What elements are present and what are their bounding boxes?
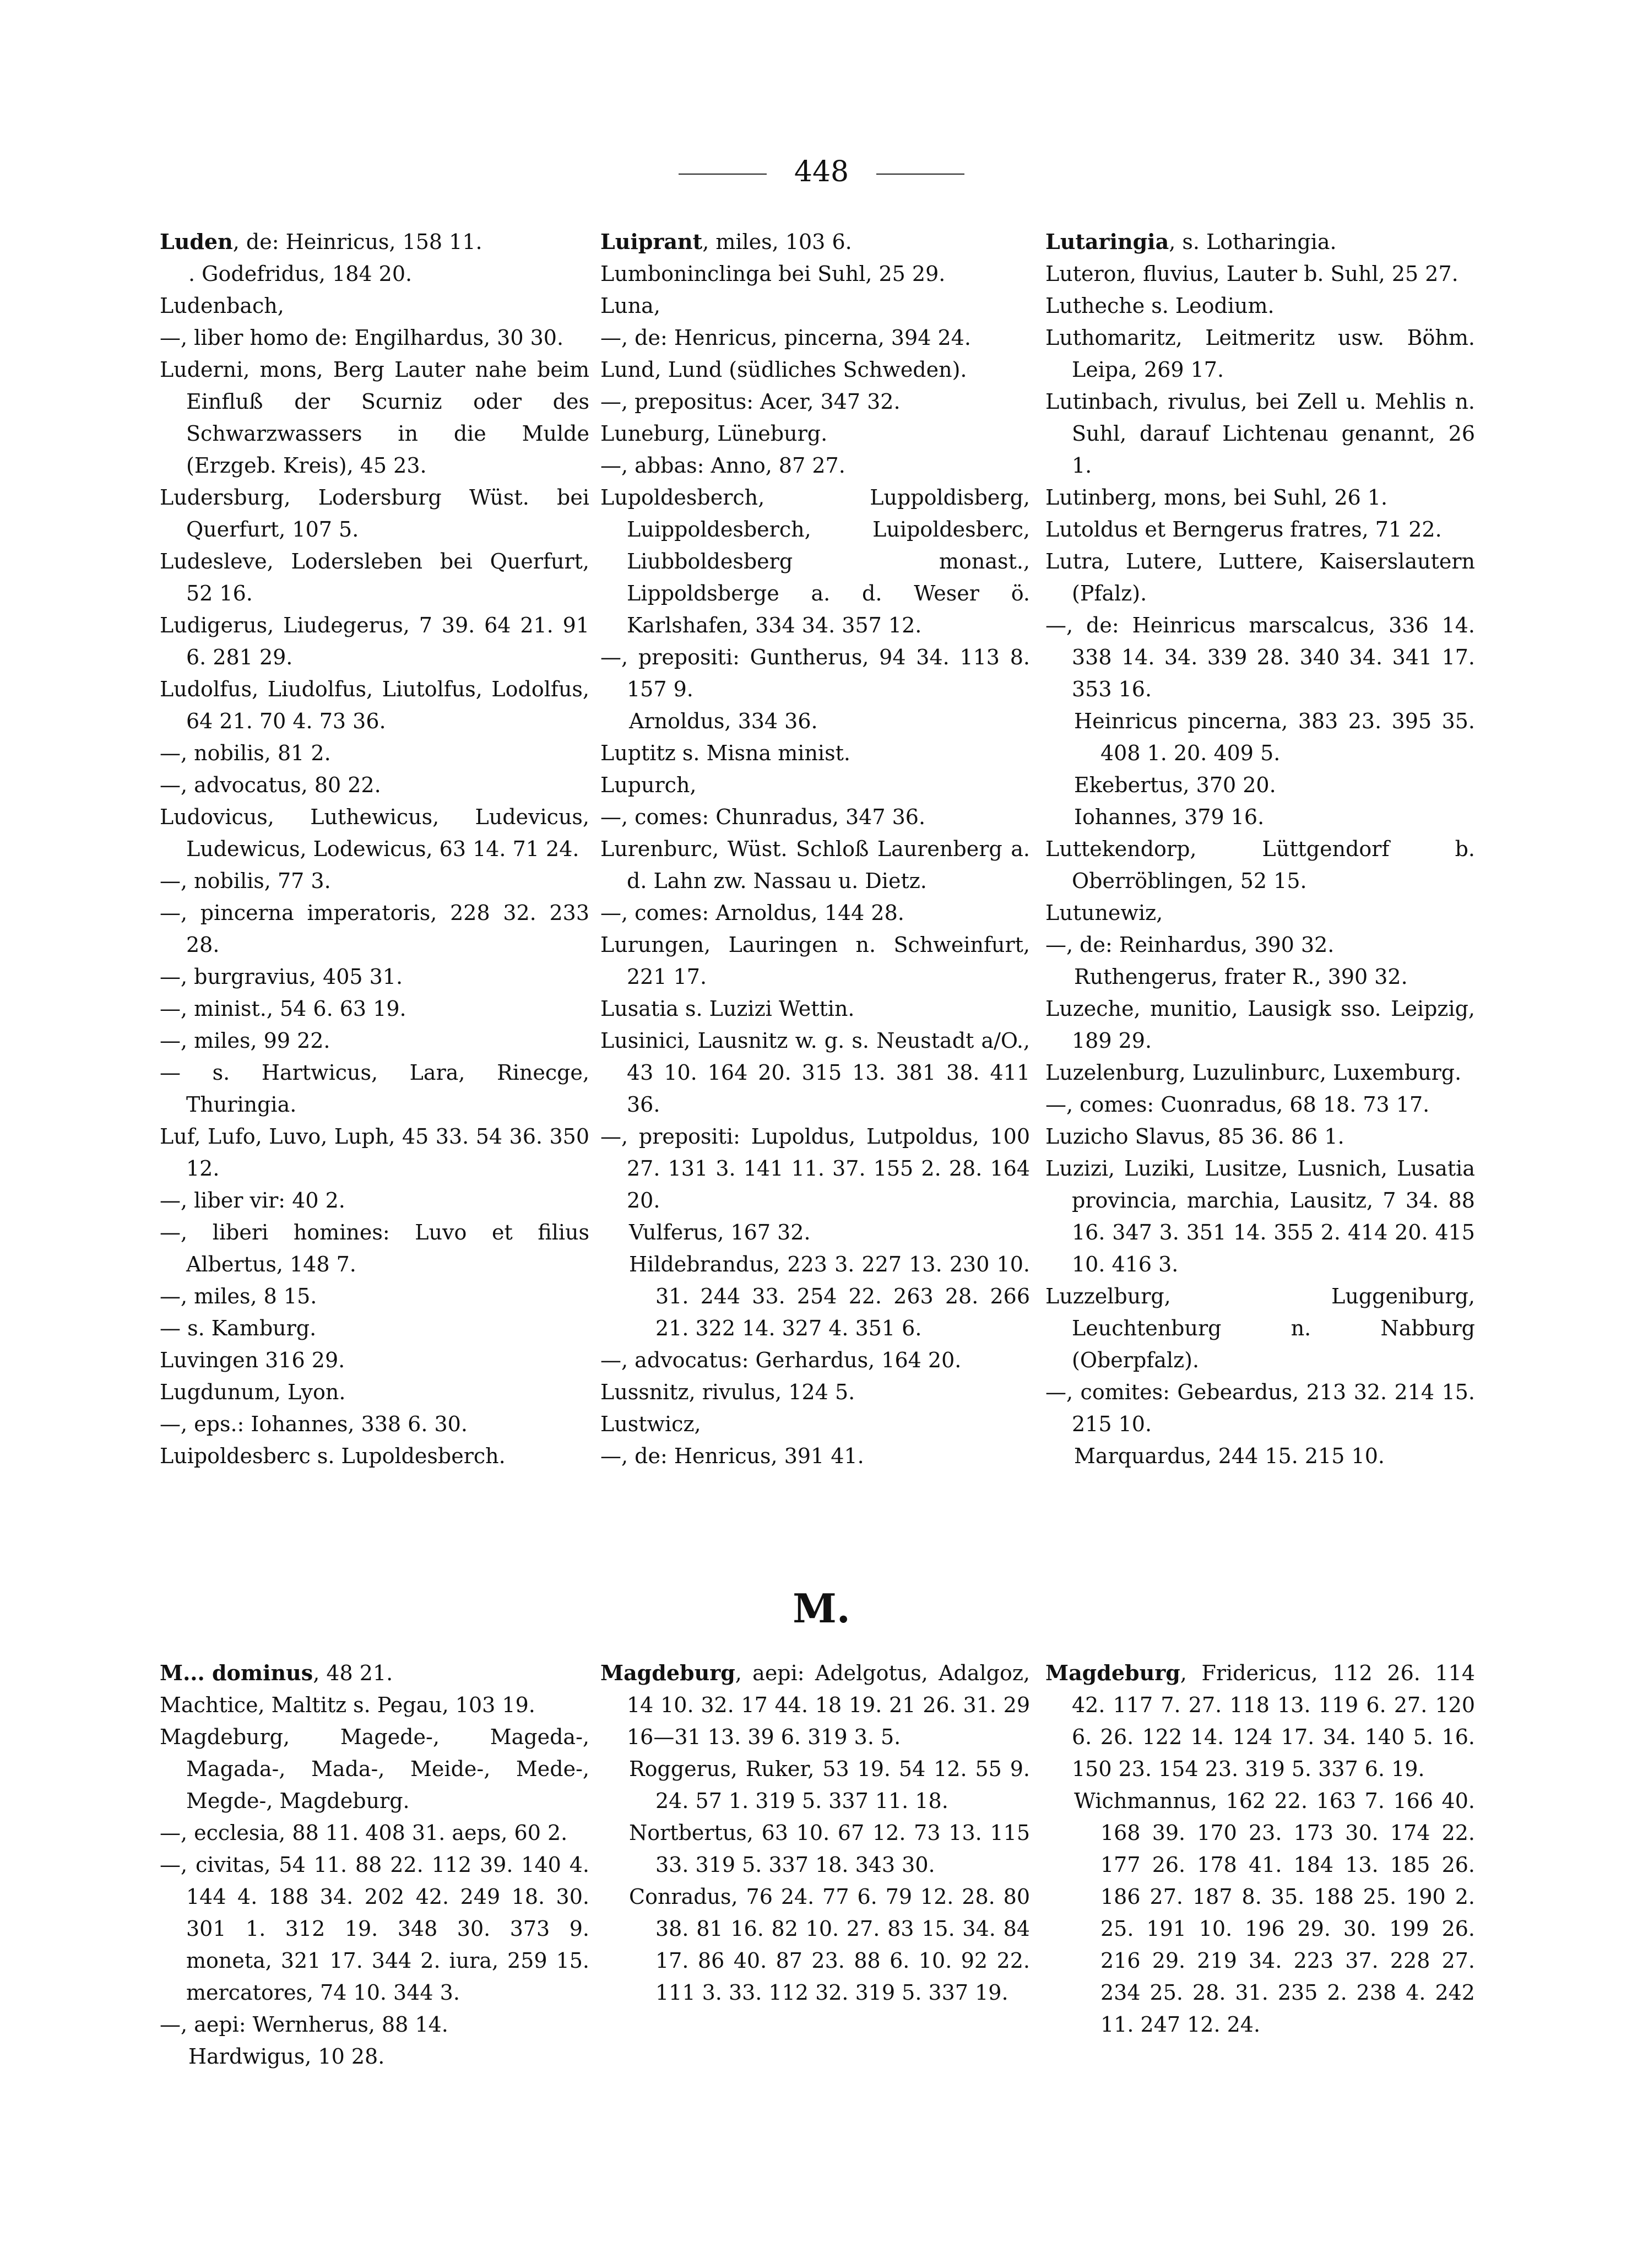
index-entry: —, prepositi: Guntherus, 94 34. 113 8. 157 9.	[600, 645, 1030, 701]
index-entry: Luf, Lufo, Luvo, Luph, 45 33. 54 36. 350 12.	[160, 1124, 589, 1181]
index-entry: Luderni, mons, Berg Lauter nahe beim Einfluß der Scurniz oder des Schwarzwassers in die Mulde (Erzgeb. Kreis), 45 23.	[160, 358, 589, 478]
index-entry: Magdeburg, Magede-, Mageda-, Magada-, Mada-, Meide-, Mede-, Megde-, Magdeburg.	[160, 1725, 589, 1813]
index-entry: Luden, de: Heinricus, 158 11.	[160, 229, 482, 254]
index-entry: Luna,	[600, 294, 660, 318]
bottom-column-1	[160, 1657, 589, 2072]
index-entry: Ludenbach,	[160, 294, 284, 318]
rule-left	[679, 174, 767, 175]
index-entry: Luteron, fluvius, Lauter b. Suhl, 25 27.	[1045, 262, 1458, 286]
index-entry: —, civitas, 54 11. 88 22. 112 39. 140 4. 144 4. 188 34. 202 42. 249 18. 30. 301 1. 312 19. 348 30. 373 9. moneta, 321 17. 344 2. iura, 259 15. mercatores, 74 10. 344 3.	[160, 1853, 589, 2005]
index-entry: —, prepositi: Lupoldus, Lutpoldus, 100 27. 131 3. 141 11. 37. 155 2. 28. 164 20.	[600, 1124, 1030, 1213]
index-entry: Lusinici, Lausnitz w. g. s. Neustadt a/O., 43 10. 164 20. 315 13. 381 38. 411 36.	[600, 1029, 1030, 1117]
top-column-1	[160, 226, 589, 1472]
index-entry: Arnoldus, 334 36.	[629, 709, 818, 733]
index-entry: —, minist., 54 6. 63 19.	[160, 997, 406, 1021]
index-entry: —, de: Heinricus marscalcus, 336 14. 338 14. 34. 339 28. 340 34. 341 17. 353 16.	[1045, 613, 1475, 701]
index-entry: Luttekendorp, Lüttgendorf b. Oberröblingen, 52 15.	[1045, 837, 1475, 893]
index-entry: Lugdunum, Lyon.	[160, 1380, 346, 1404]
index-entry: —, miles, 99 22.	[160, 1029, 330, 1053]
index-entry: —, nobilis, 77 3.	[160, 869, 331, 893]
index-entry: Lutoldus et Berngerus fratres, 71 22.	[1045, 517, 1442, 542]
top-column-3	[1045, 226, 1475, 1472]
index-entry: Conradus, 76 24. 77 6. 79 12. 28. 80 38. 81 16. 82 10. 27. 83 15. 34. 84 17. 86 40. 87 23. 88 6. 10. 92 22. 111 3. 33. 112 32. 319 5. 337 19.	[629, 1885, 1030, 2005]
index-entry: M... dominus, 48 21.	[160, 1660, 393, 1685]
index-entry: —, comites: Gebeardus, 213 32. 214 15. 215 10.	[1045, 1380, 1475, 1436]
index-entry: —, de: Henricus, 391 41.	[600, 1444, 864, 1468]
index-entry: Ludigerus, Liudegerus, 7 39. 64 21. 91 6. 281 29.	[160, 613, 589, 669]
index-entry: —, eps.: Iohannes, 338 6. 30.	[160, 1412, 468, 1436]
index-entry: Ludersburg, Lodersburg Wüst. bei Querfurt, 107 5.	[160, 485, 589, 542]
index-entry: Hardwigus, 10 28.	[188, 2044, 385, 2069]
index-entry: Nortbertus, 63 10. 67 12. 73 13. 115 33. 319 5. 337 18. 343 30.	[629, 1821, 1030, 1877]
index-entry: Lustwicz,	[600, 1412, 701, 1436]
index-entry: Lutaringia, s. Lotharingia.	[1045, 229, 1337, 254]
index-entry: Lurungen, Lauringen n. Schweinfurt, 221 17.	[600, 933, 1030, 989]
bottom-column-3	[1045, 1657, 1475, 2040]
index-entry: Lutunewiz,	[1045, 901, 1163, 925]
index-entry: —, liber homo de: Engilhardus, 30 30.	[160, 326, 564, 350]
index-entry: —, advocatus: Gerhardus, 164 20.	[600, 1348, 962, 1372]
index-entry: Roggerus, Ruker, 53 19. 54 12. 55 9. 24. 57 1. 319 5. 337 11. 18.	[629, 1757, 1030, 1813]
index-entry: — s. Hartwicus, Lara, Rinecge, Thuringia.	[160, 1060, 589, 1117]
index-entry: —, miles, 8 15.	[160, 1284, 317, 1308]
index-entry: —, liber vir: 40 2.	[160, 1188, 345, 1213]
index-entry: —, liberi homines: Luvo et filius Albertus, 148 7.	[160, 1220, 589, 1276]
index-entry: Ludovicus, Luthewicus, Ludevicus, Ludewicus, Lodewicus, 63 14. 71 24.	[160, 805, 589, 861]
index-entry: —, nobilis, 81 2.	[160, 741, 331, 765]
index-entry: Ludolfus, Liudolfus, Liutolfus, Lodolfus, 64 21. 70 4. 73 36.	[160, 677, 589, 733]
bottom-column-2	[600, 1657, 1030, 2009]
index-entry: Machtice, Maltitz s. Pegau, 103 19.	[160, 1693, 535, 1717]
page-number	[0, 155, 1643, 188]
index-entry: Lurenburc, Wüst. Schloß Laurenberg a. d. Lahn zw. Nassau u. Dietz.	[600, 837, 1030, 893]
rule-right	[876, 174, 964, 175]
index-entry: —, advocatus, 80 22.	[160, 773, 381, 797]
index-entry: Ludesleve, Lodersleben bei Querfurt, 52 16.	[160, 549, 589, 605]
index-entry: Marquardus, 244 15. 215 10.	[1074, 1444, 1385, 1468]
index-entry: —, comes: Cuonradus, 68 18. 73 17.	[1045, 1092, 1430, 1117]
index-entry: Lutinbach, rivulus, bei Zell u. Mehlis n. Suhl, darauf Lichtenau genannt, 26 1.	[1045, 389, 1475, 478]
index-entry: —, pincerna imperatoris, 228 32. 233 28.	[160, 901, 589, 957]
index-entry: Luipoldesberc s. Lupoldesberch.	[160, 1444, 506, 1468]
index-entry: Luneburg, Lüneburg.	[600, 421, 828, 446]
index-entry: Iohannes, 379 16.	[1074, 805, 1265, 829]
index-entry: Luzzelburg, Luggeniburg, Leuchtenburg n. Nabburg (Oberpfalz).	[1045, 1284, 1475, 1372]
index-entry: Luthomaritz, Leitmeritz usw. Böhm. Leipa, 269 17.	[1045, 326, 1475, 382]
index-entry: Ruthengerus, frater R., 390 32.	[1074, 965, 1408, 989]
index-entry: Wichmannus, 162 22. 163 7. 166 40. 168 39. 170 23. 173 30. 174 22. 177 26. 178 41. 184 13. 185 26. 186 27. 187 8. 35. 188 25. 190 2. 25. 191 10. 196 29. 30. 199 26. 216 29. 219 34. 223 37. 228 27. 234 25. 28. 31. 235 2. 238 4. 242 11. 247 12. 24.	[1074, 1789, 1475, 2037]
index-entry: —, abbas: Anno, 87 27.	[600, 453, 845, 478]
index-entry: Luzeche, munitio, Lausigk sso. Leipzig, 189 29.	[1045, 997, 1475, 1053]
index-entry: Lutheche s. Leodium.	[1045, 294, 1275, 318]
index-entry: —, burgravius, 405 31.	[160, 965, 403, 989]
index-entry: —, de: Reinhardus, 390 32.	[1045, 933, 1335, 957]
index-entry: —, aepi: Wernherus, 88 14.	[160, 2012, 448, 2037]
index-entry: Magdeburg, Fridericus, 112 26. 114 42. 117 7. 27. 118 13. 119 6. 27. 120 6. 26. 122 14. 124 17. 34. 140 5. 16. 150 23. 154 23. 319 5. 337 6. 19.	[1045, 1660, 1475, 1781]
index-entry: —, comes: Arnoldus, 144 28.	[600, 901, 904, 925]
index-entry: Hildebrandus, 223 3. 227 13. 230 10. 31. 244 33. 254 22. 263 28. 266 21. 322 14. 327 4. 351 6.	[629, 1252, 1030, 1340]
index-entry: Luptitz s. Misna minist.	[600, 741, 850, 765]
index-entry: Luzizi, Luziki, Lusitze, Lusnich, Lusatia provincia, marchia, Lausitz, 7 34. 88 16. 347 3. 351 14. 355 2. 414 20. 415 10. 416 3.	[1045, 1156, 1475, 1276]
index-entry: Magdeburg, aepi: Adelgotus, Adalgoz, 14 10. 32. 17 44. 18 19. 21 26. 31. 29 16—31 13. 39 6. 319 3. 5.	[600, 1660, 1030, 1749]
index-entry: Lusatia s. Luzizi Wettin.	[600, 997, 855, 1021]
index-entry: —, ecclesia, 88 11. 408 31. aeps, 60 2.	[160, 1821, 568, 1845]
index-entry: Lund, Lund (südliches Schweden).	[600, 358, 967, 382]
index-entry: Lutra, Lutere, Luttere, Kaiserslautern (Pfalz).	[1045, 549, 1475, 605]
index-entry: Vulferus, 167 32.	[629, 1220, 811, 1244]
index-entry: Lupurch,	[600, 773, 697, 797]
index-entry: . Godefridus, 184 20.	[188, 262, 413, 286]
index-entry: —, prepositus: Acer, 347 32.	[600, 389, 901, 414]
index-entry: Lumboninclinga bei Suhl, 25 29.	[600, 262, 946, 286]
index-entry: Luzicho Slavus, 85 36. 86 1.	[1045, 1124, 1344, 1149]
index-entry: Heinricus pincerna, 383 23. 395 35. 408 1. 20. 409 5.	[1074, 709, 1475, 765]
index-entry: — s. Kamburg.	[160, 1316, 317, 1340]
top-column-2	[600, 226, 1030, 1472]
index-entry: Luvingen 316 29.	[160, 1348, 345, 1372]
page-number-text: 448	[794, 155, 849, 188]
index-entry: Luiprant, miles, 103 6.	[600, 229, 852, 254]
index-entry: Lupoldesberch, Luppoldisberg, Luippoldesberch, Luipoldesberc, Liubboldesberg monast., Lippoldsberge a. d. Weser ö. Karlshafen, 334 34. 357 12.	[600, 485, 1030, 637]
index-entry: Lussnitz, rivulus, 124 5.	[600, 1380, 855, 1404]
index-entry: Luzelenburg, Luzulinburc, Luxemburg.	[1045, 1060, 1462, 1085]
index-entry: Ekebertus, 370 20.	[1074, 773, 1276, 797]
section-letter: M.	[793, 1585, 850, 1632]
index-entry: Lutinberg, mons, bei Suhl, 26 1.	[1045, 485, 1388, 510]
index-entry: —, comes: Chunradus, 347 36.	[600, 805, 926, 829]
index-entry: —, de: Henricus, pincerna, 394 24.	[600, 326, 971, 350]
